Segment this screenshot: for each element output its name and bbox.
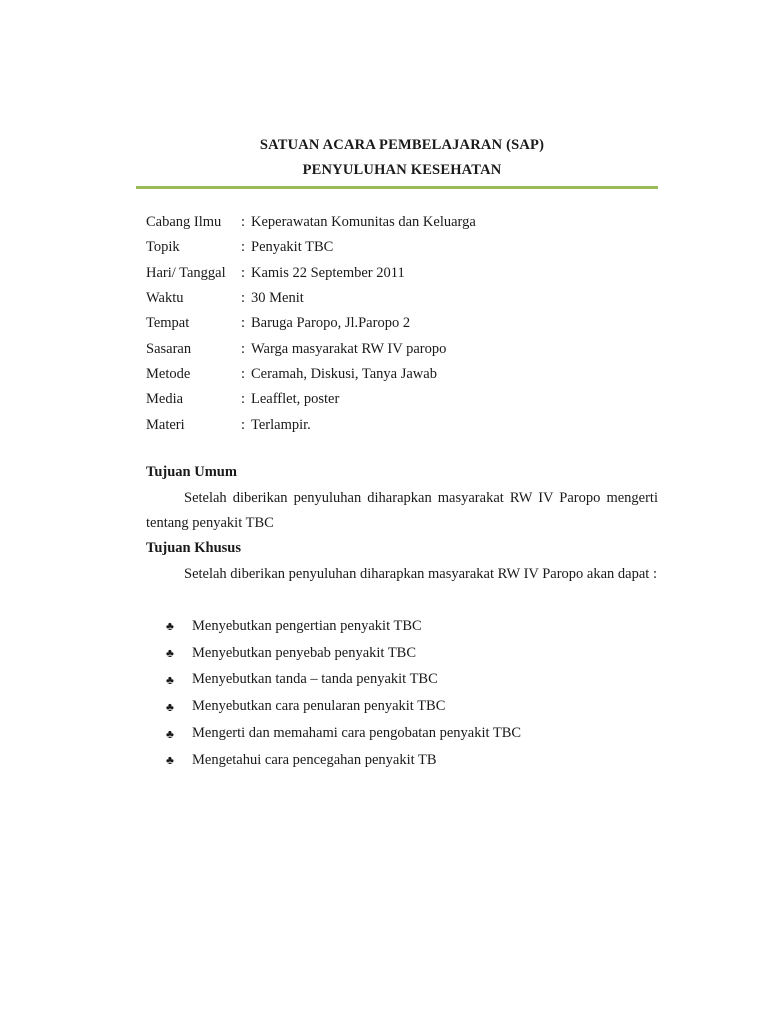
info-separator: :	[241, 416, 246, 433]
info-table	[146, 210, 658, 438]
info-separator: :	[241, 264, 246, 281]
title-divider	[136, 186, 658, 189]
list-item-text: Mengetahui cara pencegahan penyakit TB	[192, 751, 437, 768]
info-separator: :	[241, 290, 246, 307]
club-icon: ♣	[166, 646, 174, 661]
info-value: Baruga Paropo, Jl.Paropo 2	[251, 315, 411, 332]
info-value: Leafflet, poster	[251, 391, 340, 408]
club-icon: ♣	[166, 726, 174, 741]
list-item-text: Menyebutkan penyebab penyakit TBC	[192, 644, 417, 661]
info-row-tempat	[146, 311, 658, 336]
tujuan-umum-heading: Tujuan Umum	[146, 464, 237, 480]
info-row-waktu	[146, 286, 658, 311]
info-separator: :	[241, 239, 246, 256]
info-row-metode	[146, 362, 658, 387]
info-value: Warga masyarakat RW IV paropo	[251, 340, 447, 357]
info-separator: :	[241, 214, 246, 231]
info-value: Keperawatan Komunitas dan Keluarga	[251, 214, 476, 231]
info-row-hari-tanggal	[146, 261, 658, 286]
info-separator: :	[241, 391, 246, 408]
info-label: Topik	[146, 239, 180, 256]
info-label: Media	[146, 391, 184, 408]
list-item	[166, 640, 646, 667]
document-title: SATUAN ACARA PEMBELAJARAN (SAP)	[259, 137, 545, 153]
info-label: Sasaran	[146, 340, 192, 357]
info-label: Metode	[146, 365, 191, 382]
info-separator: :	[241, 315, 246, 332]
list-item	[166, 720, 646, 747]
list-item	[166, 613, 646, 640]
tujuan-khusus-list	[166, 613, 646, 774]
club-icon: ♣	[166, 619, 174, 634]
club-icon: ♣	[166, 753, 174, 768]
list-item	[166, 667, 646, 694]
list-item-text: Mengerti dan memahami cara pengobatan penyakit TBC	[192, 725, 522, 742]
tujuan-khusus-heading: Tujuan Khusus	[146, 540, 241, 556]
info-label: Materi	[146, 416, 185, 433]
club-icon: ♣	[166, 699, 174, 714]
tujuan-umum-paragraph: Setelah diberikan penyuluhan diharapkan masyarakat RW IV Paropo mengerti tentang penyakit TBC	[146, 490, 658, 531]
tujuan-khusus-paragraph: Setelah diberikan penyuluhan diharapkan masyarakat RW IV Paropo akan dapat :	[184, 566, 657, 582]
list-item	[166, 747, 646, 774]
info-row-topik	[146, 235, 658, 260]
info-value: Kamis 22 September 2011	[251, 264, 405, 281]
info-value: Penyakit TBC	[251, 239, 334, 256]
document-subtitle: PENYULUHAN KESEHATAN	[302, 162, 502, 178]
info-separator: :	[241, 340, 246, 357]
info-value: Terlampir.	[251, 416, 311, 433]
list-item-text: Menyebutkan cara penularan penyakit TBC	[192, 698, 446, 715]
info-label: Tempat	[146, 315, 190, 332]
info-label: Cabang Ilmu	[146, 214, 222, 231]
list-item-text: Menyebutkan pengertian penyakit TBC	[192, 617, 422, 634]
info-row-sasaran	[146, 336, 658, 361]
info-row-media	[146, 387, 658, 412]
info-label: Hari/ Tanggal	[146, 264, 226, 281]
info-row-cabang-ilmu	[146, 210, 658, 235]
list-item	[166, 693, 646, 720]
club-icon: ♣	[166, 672, 174, 687]
info-separator: :	[241, 365, 246, 382]
info-label: Waktu	[146, 290, 184, 307]
info-value: Ceramah, Diskusi, Tanya Jawab	[251, 365, 437, 382]
info-row-materi	[146, 412, 658, 437]
info-value: 30 Menit	[251, 290, 304, 307]
list-item-text: Menyebutkan tanda – tanda penyakit TBC	[192, 671, 438, 688]
